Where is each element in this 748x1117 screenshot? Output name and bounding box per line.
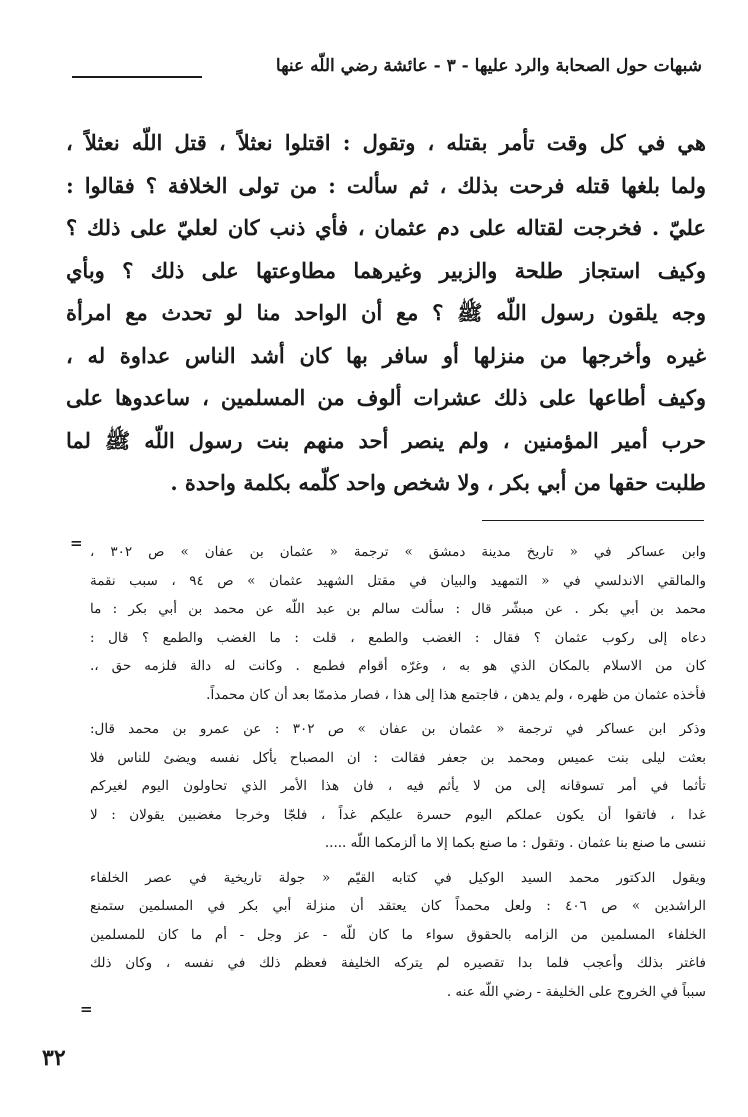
footnote-line: ننسى ما صنع بنا عثمان . وتقول : ما صنع بكما إلا ما ألزمكما اللّه ..... [324,835,706,851]
text-line: ولما بلغها قتله فرحت بذلك ، ثم سألت : من تولى الخلافة ؟ فقالوا : [66,172,706,198]
footnote-line: ويقول الدكتور محمد السيد الوكيل في كتابه القيّم « جولة تاريخية في عصر الخلفاء [90,869,706,886]
footnote-line: الخلفاء المسلمين من الزامه بالحقوق سواء ما كان للّه - عز وجل - أم ما كان للمسلمين [90,926,706,943]
footnote-paragraph [90,864,706,1007]
text-line: طلبت حقها من أبي بكر ، ولا شخص واحد كلّمه بكلمة واحدة . [170,470,706,495]
text-line: عليّ . فخرجت لقتاله على دم عثمان ، فأي ذنب كان لعليّ على ذلك ؟ [66,215,706,240]
text-line: وجه يلقون رسول اللّه ﷺ ؟ مع أن الواحد منا لو تحدث مع امرأة [66,300,706,325]
main-text [66,122,706,505]
footnotes [90,538,706,1012]
footnote-line: الراشدين » ص ٤٠٦ : ولعل محمداً كان يعتقد أن منزلة أبي بكر في المسلمين ستمنع [90,898,706,914]
text-line: غيره وأخرجها من منزلها أو سافر بها كان أشد الناس عداوة له ، [66,342,706,368]
text-line: وكيف أطاعها على ذلك عشرات ألوف من المسلمين ، ساعدوها على [66,385,706,410]
footnote-separator [482,520,704,521]
running-title: شبهات حول الصحابة والرد عليها - ٣ - عائشة رضي اللّه عنها [275,56,702,76]
footnote-paragraph [90,538,706,709]
page-number: ٣٢ [42,1045,66,1071]
text-line: هي في كل وقت تأمر بقتله ، وتقول : اقتلوا نعثلاً ، قتل اللّه نعثلاً ، [66,130,706,155]
text-line: وكيف استجاز طلحة والزبير وغيرهما مطاوعتها على ذلك ؟ وبأي [66,257,706,283]
footnote-line: فاغتر بذلك وأعجب فلما بدا تقصيره لم يتركه الخليفة فعظم ذلك في نفسه ، وكان ذلك [90,955,706,971]
footnote-continuation-marker: = [80,1000,93,1018]
footnote-continuation-marker: = [70,534,83,552]
footnote-line: دعاه إلى ركوب عثمان ؟ فقال : الغضب والطمع ، قلت : ما الغضب والطمع ؟ قال : [90,629,706,646]
text-line: حرب أمير المؤمنين ، ولم ينصر أحد منهم بنت رسول اللّه ﷺ لما [66,427,706,453]
footnote-line: بعثت ليلى بنت عميس ومحمد بن جعفر فقالت : ان المصباح يأكل نفسه ويضئ للناس فلا [90,749,706,766]
footnote-line: غدا ، فاتقوا أن يكون عملكم اليوم حسرة عليكم غداً ، فلجّا وخرجا مغضبين يقولان : لا [90,806,706,823]
footnote-line: وابن عساكر في « تاريخ مدينة دمشق » ترجمة « عثمان بن عفان » ص ٣٠٢ ، [90,544,706,560]
footnote-line: وذكر ابن عساكر في ترجمة « عثمان بن عفان » ص ٣٠٢ : عن عمرو بن محمد قال: [90,721,706,737]
header-rule [72,76,202,78]
footnote-line: والمالقي الاندلسي في « التمهيد والبيان في مقتل الشهيد عثمان » ص ٩٤ ، سبب نقمة [90,572,706,589]
footnote-line: سبباً في الخروج على الخليفة - رضي اللّه عنه . [446,983,706,1000]
footnote-paragraph [90,715,706,858]
footnote-line: فأخذه عثمان من ظهره ، ولم يدهن ، فاجتمع هذا إلى هذا ، فصار مذممّا بعد أن كان محمداً. [206,686,706,703]
footnote-line: تأثما في أمر تسوقانه إلى من لا يأثم فيه ، فان هذا الأمر الذي تحاولون اليوم لغيركم [90,778,706,794]
footnote-line: محمد بن أبي بكر . عن مبشّر قال : سألت سالم بن عبد اللّه عن محمد بن أبي بكر : ما [90,601,706,617]
running-header [72,56,702,86]
footnote-line: كان من الاسلام بالمكان الذي هو به ، وغرّه أقوام فطمع . وكانت له دالة فلزمه حق ،. [90,658,706,674]
